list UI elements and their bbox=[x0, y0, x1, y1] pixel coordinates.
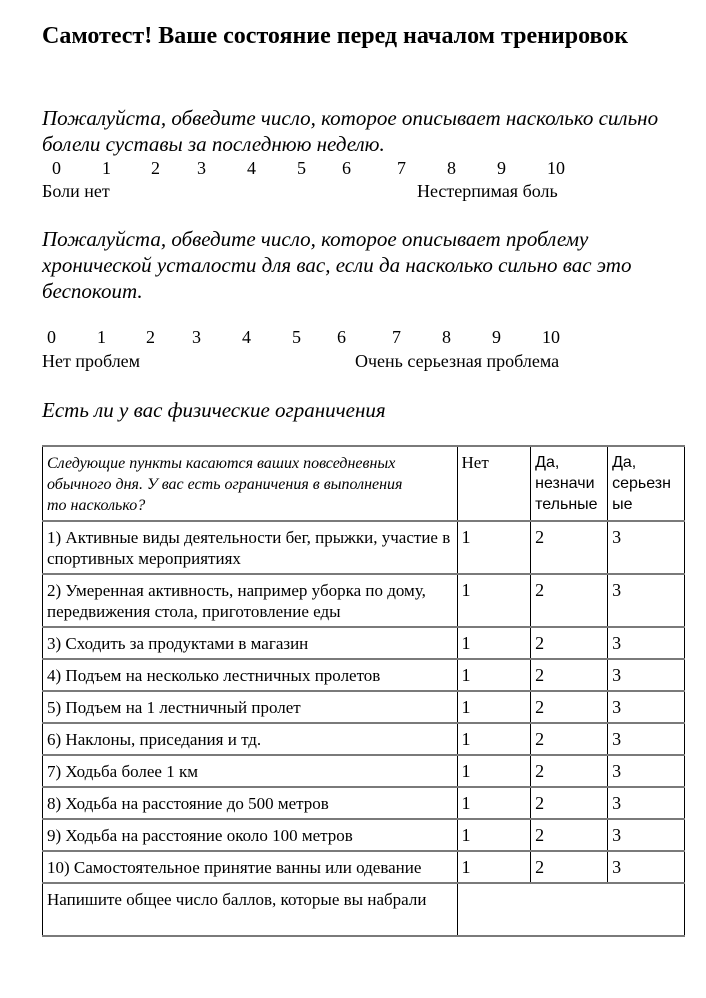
score-minor[interactable]: 2 bbox=[531, 723, 608, 755]
score-no[interactable]: 1 bbox=[457, 574, 531, 627]
item-label: 4) Подъем на несколько лестничных пролетов bbox=[43, 659, 458, 691]
score-no[interactable]: 1 bbox=[457, 819, 531, 851]
table-row bbox=[43, 787, 685, 819]
pain-scale-labels bbox=[42, 181, 662, 203]
label-low: Нет проблем bbox=[42, 351, 141, 371]
item-label: 2) Умеренная активность, например уборка по дому, передвижения стола, приготовление еды bbox=[43, 574, 458, 627]
scale-option[interactable]: 7 bbox=[392, 327, 401, 347]
page-title: Самотест! Ваше состояние перед началом тренировок bbox=[42, 23, 629, 49]
scale-option[interactable]: 8 bbox=[442, 327, 451, 347]
table-total-row bbox=[43, 883, 685, 936]
scale-option[interactable]: 10 bbox=[542, 327, 560, 347]
total-label: Напишите общее число баллов, которые вы набрали bbox=[43, 883, 458, 936]
score-serious[interactable]: 3 bbox=[608, 723, 685, 755]
score-serious[interactable]: 3 bbox=[608, 574, 685, 627]
header-serious: Да, серьезн ые bbox=[608, 446, 685, 521]
score-minor[interactable]: 2 bbox=[531, 787, 608, 819]
score-no[interactable]: 1 bbox=[457, 787, 531, 819]
scale-option[interactable]: 9 bbox=[492, 327, 501, 347]
score-minor[interactable]: 2 bbox=[531, 691, 608, 723]
item-label: 8) Ходьба на расстояние до 500 метров bbox=[43, 787, 458, 819]
table-row bbox=[43, 627, 685, 659]
score-minor[interactable]: 2 bbox=[531, 574, 608, 627]
score-minor[interactable]: 2 bbox=[531, 627, 608, 659]
table-row bbox=[43, 755, 685, 787]
score-no[interactable]: 1 bbox=[457, 691, 531, 723]
scale-option[interactable]: 8 bbox=[447, 158, 456, 178]
label-high: Очень серьезная проблема bbox=[355, 351, 560, 371]
scale-option[interactable]: 2 bbox=[146, 327, 155, 347]
scale-option[interactable]: 5 bbox=[292, 327, 301, 347]
scale-option[interactable]: 6 bbox=[337, 327, 346, 347]
scale-option[interactable]: 3 bbox=[197, 158, 206, 178]
score-serious[interactable]: 3 bbox=[608, 691, 685, 723]
item-label: 9) Ходьба на расстояние около 100 метров bbox=[43, 819, 458, 851]
score-no[interactable]: 1 bbox=[457, 755, 531, 787]
scale-option[interactable]: 0 bbox=[52, 158, 61, 178]
header-no: Нет bbox=[457, 446, 531, 521]
scale-option[interactable]: 9 bbox=[497, 158, 506, 178]
question-limitations: Есть ли у вас физические ограничения bbox=[42, 398, 386, 422]
table-row bbox=[43, 851, 685, 883]
item-label: 7) Ходьба более 1 км bbox=[43, 755, 458, 787]
pain-scale bbox=[42, 158, 642, 180]
table-row bbox=[43, 819, 685, 851]
scale-option[interactable]: 2 bbox=[151, 158, 160, 178]
table-row bbox=[43, 691, 685, 723]
score-serious[interactable]: 3 bbox=[608, 521, 685, 574]
score-serious[interactable]: 3 bbox=[608, 787, 685, 819]
item-label: 10) Самостоятельное принятие ванны или одевание bbox=[43, 851, 458, 883]
item-label: 1) Активные виды деятельности бег, прыжки, участие в спортивных мероприятиях bbox=[43, 521, 458, 574]
table-header-row bbox=[43, 446, 685, 521]
score-serious[interactable]: 3 bbox=[608, 627, 685, 659]
table-row bbox=[43, 521, 685, 574]
scale-option[interactable]: 4 bbox=[247, 158, 256, 178]
scale-option[interactable]: 7 bbox=[397, 158, 406, 178]
label-high: Нестерпимая боль bbox=[417, 181, 558, 201]
item-label: 5) Подъем на 1 лестничный пролет bbox=[43, 691, 458, 723]
header-minor: Да, незначи тельные bbox=[531, 446, 608, 521]
score-no[interactable]: 1 bbox=[457, 521, 531, 574]
header-question: Следующие пункты касаются ваших повседневных обычного дня. У вас есть ограничения в выполнения то насколько? bbox=[43, 446, 458, 521]
score-minor[interactable]: 2 bbox=[531, 819, 608, 851]
score-minor[interactable]: 2 bbox=[531, 851, 608, 883]
score-no[interactable]: 1 bbox=[457, 851, 531, 883]
label-low: Боли нет bbox=[42, 181, 110, 201]
scale-option[interactable]: 6 bbox=[342, 158, 351, 178]
scale-option[interactable]: 1 bbox=[102, 158, 111, 178]
fatigue-scale-labels bbox=[42, 351, 662, 373]
scale-option[interactable]: 0 bbox=[47, 327, 56, 347]
score-serious[interactable]: 3 bbox=[608, 659, 685, 691]
score-minor[interactable]: 2 bbox=[531, 659, 608, 691]
scale-option[interactable]: 10 bbox=[547, 158, 565, 178]
table-row bbox=[43, 574, 685, 627]
table-row bbox=[43, 659, 685, 691]
item-label: 3) Сходить за продуктами в магазин bbox=[43, 627, 458, 659]
question-joint-pain: Пожалуйста, обведите число, которое описывает насколько сильно болели суставы за последнюю неделю. bbox=[42, 106, 659, 156]
score-no[interactable]: 1 bbox=[457, 723, 531, 755]
item-label: 6) Наклоны, приседания и тд. bbox=[43, 723, 458, 755]
scale-option[interactable]: 3 bbox=[192, 327, 201, 347]
score-minor[interactable]: 2 bbox=[531, 521, 608, 574]
question-fatigue: Пожалуйста, обведите число, которое описывает проблему хронической усталости для вас, если да насколько сильно вас это беспокоит. bbox=[42, 227, 632, 303]
score-serious[interactable]: 3 bbox=[608, 851, 685, 883]
scale-option[interactable]: 5 bbox=[297, 158, 306, 178]
score-serious[interactable]: 3 bbox=[608, 755, 685, 787]
table-row bbox=[43, 723, 685, 755]
score-minor[interactable]: 2 bbox=[531, 755, 608, 787]
score-serious[interactable]: 3 bbox=[608, 819, 685, 851]
limitations-table bbox=[42, 445, 685, 937]
total-score-field[interactable] bbox=[457, 883, 685, 936]
scale-option[interactable]: 1 bbox=[97, 327, 106, 347]
scale-option[interactable]: 4 bbox=[242, 327, 251, 347]
fatigue-scale bbox=[42, 327, 642, 349]
score-no[interactable]: 1 bbox=[457, 659, 531, 691]
score-no[interactable]: 1 bbox=[457, 627, 531, 659]
